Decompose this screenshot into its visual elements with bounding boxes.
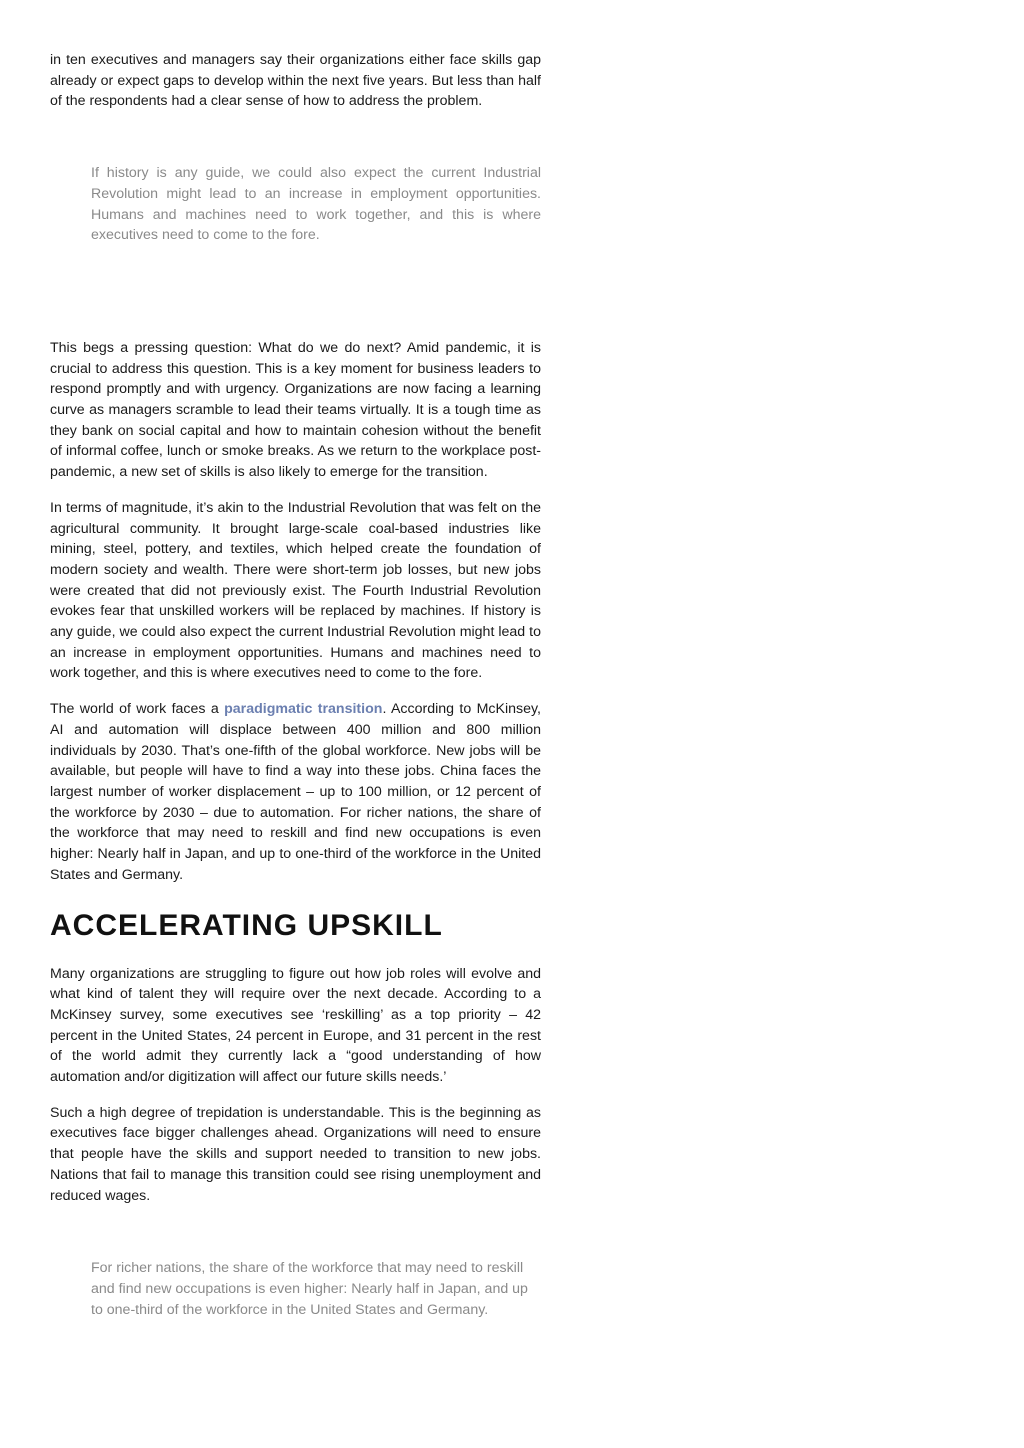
struggle-paragraph: Many organizations are struggling to figure out how job roles will evolve and what kind of talent they will require over the next decade. According to a McKinsey survey, some executives see ‘reskilling’ as a top priority – 42 percent in the United States, 24 percent in Europe, and 31 percent in the rest of the world admit they currently lack a “good understanding of how automation and/or digitization will affect our future skills needs.’ (50, 965, 541, 1086)
paradigmatic-transition-link[interactable]: paradigmatic transition (224, 701, 383, 718)
world-paragraph-lead: The world of work faces a (50, 701, 225, 718)
intro-paragraph: in ten executives and managers say their organizations either face skills gap already or expect gaps to develop within the next five years. But less than half of the respondents had a clear sense of how to address the problem. (50, 52, 541, 110)
pull-quote-secondary: For richer nations, the share of the workforce that may need to reskill and find new occupations is even higher: Nearly half in Japan, and up to one-third of the workforce in the United States and Germany. (91, 1260, 528, 1318)
trepidation-paragraph: Such a high degree of trepidation is understandable. This is the beginning as executives face bigger challenges ahead. Organizations will need to ensure that people have the skills and support needed to transition to new jobs. Nations that fail to manage this transition could see rising unemployment and reduced wages. (50, 1104, 541, 1204)
magnitude-paragraph: In terms of magnitude, it’s akin to the Industrial Revolution that was felt on the agricultural community. It brought large-scale coal-based industries like mining, steel, pottery, and textiles, which helped create the foundation of modern society and wealth. There were short-term job losses, but new jobs were created that did not previously exist. The Fourth Industrial Revolution evokes fear that unskilled workers will be replaced by machines. If history is any guide, we could also expect the current Industrial Revolution might lead to an increase in employment opportunities. Humans and machines need to work together, and this is where executives need to come to the fore. (50, 499, 541, 682)
question-paragraph: This begs a pressing question: What do we do next? Amid pandemic, it is crucial to address this question. This is a key moment for business leaders to respond promptly and with urgency. Organizations are now facing a learning curve as managers scramble to lead their teams virtually. It is a tough time as they bank on social capital and how to maintain cohesion without the benefit of informal coffee, lunch or smoke breaks. As we return to the workplace post-pandemic, a new set of skills is also likely to emerge for the transition. (50, 339, 541, 481)
section-heading: ACCELERATING UPSKILL (50, 908, 443, 942)
world-of-work-paragraph (50, 699, 541, 885)
world-paragraph-rest: . According to McKinsey, AI and automation will displace between 400 million and 800 million individuals by 2030. That’s one-fifth of the global workforce. New jobs will be available, but people will have to find a way into these jobs. China faces the largest number of worker displacement – up to 100 million, or 12 percent of the workforce by 2030 – due to automation. For richer nations, the share of the workforce that may need to reskill and find new occupations is even higher: Nearly half in Japan, and up to one-third of the workforce in the United States and Germany. (50, 701, 541, 883)
pull-quote: If history is any guide, we could also expect the current Industrial Revolution might lead to an increase in employment opportunities. Humans and machines need to work together, and this is where executives need to come to the fore. (91, 165, 541, 244)
article-body (50, 50, 541, 1335)
